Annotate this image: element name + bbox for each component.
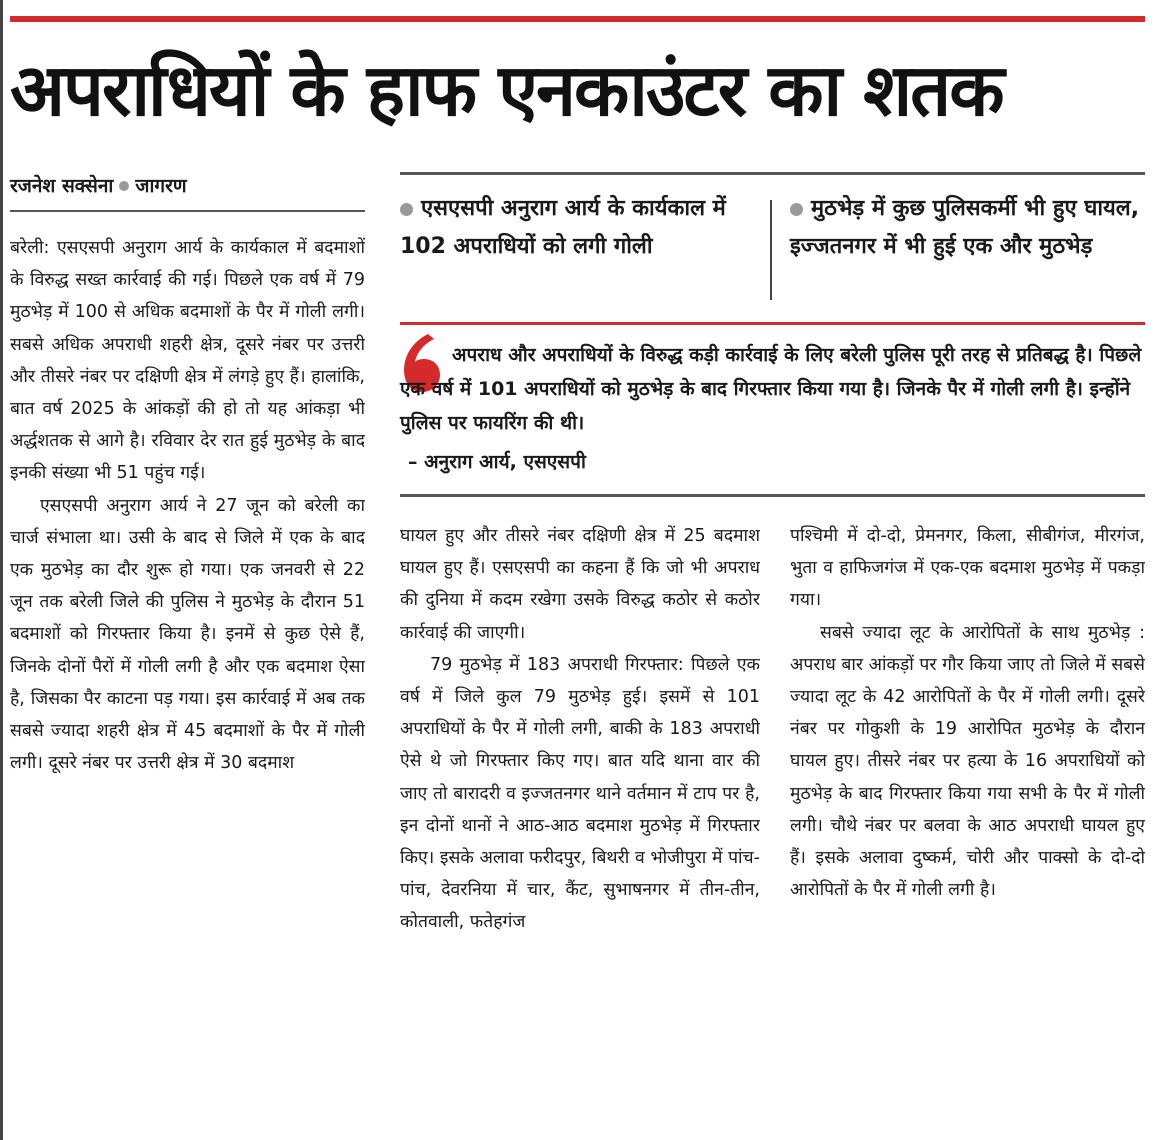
highlights-divider <box>770 200 772 300</box>
top-red-rule <box>10 16 1145 22</box>
byline-source: जागरण <box>135 175 187 197</box>
body-paragraph: सबसे ज्यादा लूट के आरोपितों के साथ मुठभेड़ : अपराध बार आंकड़ों पर गौर किया जाए तो जिले में सबसे ज्यादा लूट के 42 आरोपितों के पैर में गोली लगी। दूसरे नंबर पर गोकुशी के 19 आरोपित मुठभेड़ के दौरान घायल हुए। तीसरे नंबर पर हत्या के 16 अपराधियों को मुठभेड़ के बाद गिरफ्तार किया गया सभी के पैर में गोली लगी। चौथे नंबर पर बलवा के आठ अपराधी घायल हुए हैं। इसके अलावा दुष्कर्म, चोरी और पाक्सो के दो-दो आरोपितों के पैर में गोली लगी है। <box>790 622 1145 901</box>
quote-top-rule <box>400 322 1145 325</box>
byline-rule <box>10 210 365 212</box>
byline-author: रजनेश सक्सेना <box>10 175 114 197</box>
highlight-1 <box>400 190 750 266</box>
quote-attribution: – अनुराग आर्य, एसएसपी <box>408 451 586 473</box>
quote-text: अपराध और अपराधियों के विरुद्ध कड़ी कार्रवाई के लिए बरेली पुलिस पूरी तरह से प्रतिबद्ध है। पिछले एक वर्ष में 101 अपराधियों को मुठभेड़ के बाद गिरफ्तार किया गया है। जिनके पैर में गोली लगी है। इन्होंने पुलिस पर फायरिंग की थी। <box>400 344 1142 434</box>
highlight-2 <box>790 190 1140 266</box>
highlights-top-rule <box>400 172 1145 175</box>
body-paragraph: 79 मुठभेड़ में 183 अपराधी गिरफ्तार: पिछले एक वर्ष में जिले कुल 79 मुठभेड़ हुई। इसमें से 101 अपराधियों के पैर में गोली लगी, बाकी के 183 अपराधी ऐसे थे जो गिरफ्तार किए गए। बात यदि थाना वार की जाए तो बारादरी व इज्जतनगर थाने वर्तमान में टाप पर है, इन दोनों थानों ने आठ-आठ बदमाश मुठभेड़ में गिरफ्तार किए। इसके अलावा फरीदपुर, बिथरी व भोजीपुरा में पांच-पांच, देवरनिया में चार, कैंट, सुभाषनगर में तीन-तीन, कोतवाली, फतेहगंज <box>400 654 760 933</box>
byline-dot-icon <box>119 181 129 191</box>
body-column-3 <box>790 520 1145 1120</box>
highlight-1-text: एसएसपी अनुराग आर्य के कार्यकाल में 102 अपराधियों को लगी गोली <box>400 196 726 259</box>
body-column-1 <box>10 232 365 1120</box>
body-paragraph: एसएसपी अनुराग आर्य ने 27 जून को बरेली का चार्ज संभाला था। उसी के बाद से जिले में एक के बाद एक मुठभेड़ का दौर शुरू हो गया। एक जनवरी से 22 जून तक बरेली जिले की पुलिस ने मुठभेड़ के दौरान 51 बदमाशों को गिरफ्तार किया है। इनमें से कुछ ऐसे हैं, जिनके दोनों पैरों में गोली लगी है और एक बदमाश ऐसा है, जिसका पैर काटना पड़ गया। इस कार्रवाई में अब तक सबसे ज्यादा शहरी क्षेत्र में 45 बदमाशों के पैर में गोली लगी। दूसरे नंबर पर उत्तरी क्षेत्र में 30 बदमाश <box>10 495 365 774</box>
byline <box>10 172 187 198</box>
page-edge-line <box>0 0 3 1140</box>
bullet-icon <box>400 203 413 216</box>
bullet-icon <box>790 203 803 216</box>
body-paragraph: पश्चिमी में दो-दो, प्रेमनगर, किला, सीबीगंज, मीरगंज, भुता व हाफिजगंज में एक-एक बदमाश मुठभेड़ में पकड़ा गया। <box>790 526 1145 611</box>
highlight-2-text: मुठभेड़ में कुछ पुलिसकर्मी भी हुए घायल, इज्जतनगर में भी हुई एक और मुठभेड़ <box>790 196 1140 259</box>
body-paragraph: घायल हुए और तीसरे नंबर दक्षिणी क्षेत्र में 25 बदमाश घायल हुए हैं। एसएसपी का कहना हैं कि जो भी अपराध की दुनिया में कदम रखेगा उसके विरुद्ध कठोर से कठोर कार्रवाई की जाएगी। <box>400 526 760 643</box>
body-column-2 <box>400 520 760 1120</box>
article-headline: अपराधियों के हाफ एनकाउंटर का शतक <box>10 48 1003 132</box>
body-paragraph: बरेली: एसएसपी अनुराग आर्य के कार्यकाल में बदमाशों के विरुद्ध सख्त कार्रवाई की गई। पिछले एक वर्ष में 79 मुठभेड़ में 100 से अधिक बदमाशों के पैर में गोली लगी। सबसे अधिक अपराधी शहरी क्षेत्र, दूसरे नंबर पर उत्तरी और तीसरे नंबर पर दक्षिणी क्षेत्र में लंगड़े हुए हैं। हालांकि, बात वर्ष 2025 के आंकड़ों की हो तो यह आंकड़ा भी अर्द्धशतक से आगे है। रविवार देर रात हुई मुठभेड़ के बाद इनकी संख्या भी 51 पहुंच गई। <box>10 238 365 484</box>
quote-bottom-rule <box>400 494 1145 497</box>
